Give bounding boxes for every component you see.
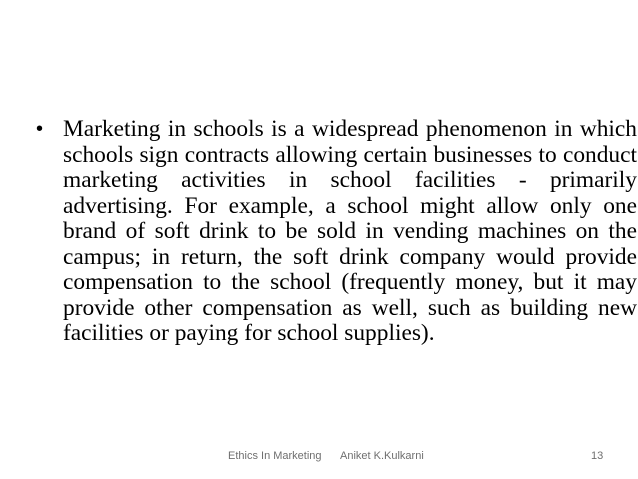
- bullet-text: Marketing in schools is a widespread phenomenon in which schools sign contracts allowing certain businesses to conduct marketing activities in school facilities - primarily advertising. For example, a school might allow only one brand of soft drink to be sold in vending machines on the campus; in return, the soft drink company would provide compensation to the school (frequently money, but it may provide other compensation as well, such as building new facilities or paying for school supplies).: [63, 116, 637, 346]
- slide-number: 13: [591, 450, 604, 462]
- bullet-icon: •: [36, 118, 44, 140]
- footer-author: Aniket K.Kulkarni: [340, 450, 424, 462]
- footer-title: Ethics In Marketing: [228, 450, 322, 462]
